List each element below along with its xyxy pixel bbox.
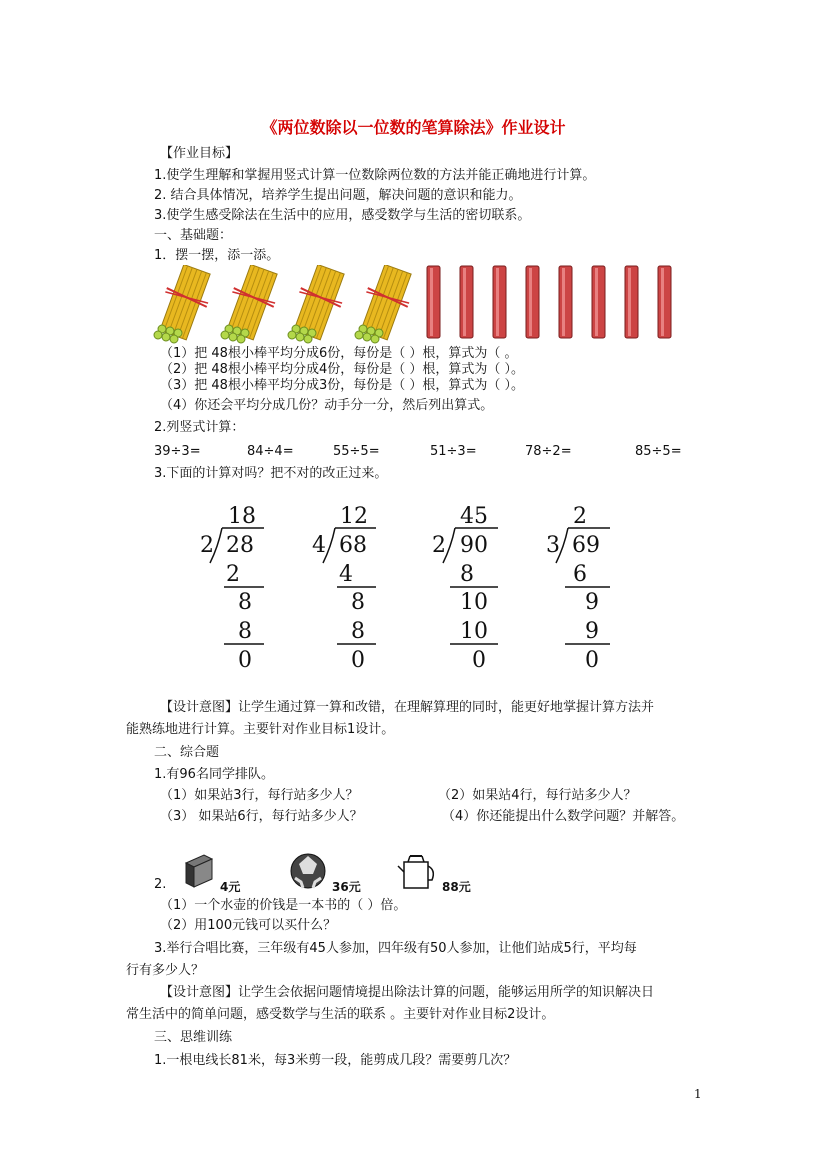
- q1-line-1: （1）把 48根小棒平均分成6份，每份是（ ）根，算式为（ 。: [160, 346, 518, 361]
- long-division-group: [180, 495, 640, 680]
- s2-q1-d: （4）你还能提出什么数学问题？并解答。: [442, 809, 685, 824]
- s2-q3-line-1: 3.举行合唱比赛，三年级有45人参加，四年级有50人参加，让他们站成5行，平均每: [154, 941, 637, 956]
- step: 9: [585, 619, 599, 644]
- section3-heading: 三、思维训练: [154, 1030, 233, 1045]
- goal-item-1: 1.使学生理解和掌握用竖式计算一位数除两位数的方法并能正确地进行计算。: [154, 168, 596, 183]
- s2-q1-a: （1）如果站3行，每行站多少人？: [160, 788, 359, 803]
- stick-bundle-image: [351, 265, 419, 349]
- s2-q1-title: 1.有96名同学排队。: [154, 767, 274, 782]
- q1-line-4: （4）你还会平均分成几份？动手分一分，然后列出算式。: [160, 398, 494, 413]
- section2-heading: 二、综合题: [154, 745, 220, 760]
- goal-item-3: 3.使学生感受除法在生活中的应用，感受数学与生活的密切联系。: [154, 208, 531, 223]
- q1-title: 1．摆一摆，添一添。: [154, 248, 280, 263]
- q3-title: 3.下面的计算对吗？把不对的改正过来。: [154, 466, 388, 481]
- intent-2-line-1: 【设计意图】让学生会依据问题情境提出除法计算的问题，能够运用所学的知识解决日: [160, 985, 655, 1000]
- divisor: 4: [312, 533, 326, 558]
- page-number: 1: [694, 1087, 702, 1101]
- step: 8: [351, 619, 365, 644]
- step: 8: [460, 562, 474, 587]
- stick-bundle-image: [284, 265, 352, 349]
- quotient: 2: [573, 504, 587, 529]
- q2-item: 39÷3=: [154, 444, 201, 459]
- intent-2-line-2: 常生活中的简单问题，感受数学与生活的联系 。主要针对作业目标2设计。: [126, 1007, 555, 1022]
- intent-1-line-2: 能熟练地进行计算。主要针对作业目标1设计。: [126, 722, 395, 737]
- stick-bundle-image: [217, 265, 285, 349]
- s3-q1: 1.一根电线长81米，每3米剪一段，能剪成几段？需要剪几次？: [154, 1053, 517, 1068]
- long-division-1: [200, 504, 264, 673]
- section1-heading: 一、基础题：: [154, 228, 233, 243]
- quotient: 12: [340, 504, 368, 529]
- dividend: 69: [572, 533, 600, 558]
- book-icon: [180, 853, 216, 889]
- step: 0: [585, 648, 599, 673]
- s2-q3-line-2: 行有多少人？: [126, 963, 205, 978]
- q2-item: 84÷4=: [247, 444, 294, 459]
- price-book: 4元: [220, 880, 241, 894]
- s2-q1-c: （3） 如果站6行，每行站多少人？: [160, 809, 363, 824]
- s2-q2-a: （1）一个水壶的价钱是一本书的（ ）倍。: [160, 898, 407, 913]
- step: 0: [472, 648, 486, 673]
- dividend: 90: [460, 533, 488, 558]
- ball-icon: [289, 852, 327, 890]
- step: 0: [351, 648, 365, 673]
- kettle-icon: [396, 852, 438, 892]
- q1-line-3: （3）把 48根小棒平均分成3份，每份是（ ）根，算式为（ ）。: [160, 378, 524, 393]
- quotient: 18: [228, 504, 256, 529]
- step: 8: [351, 590, 365, 615]
- q2-item: 85÷5=: [635, 444, 682, 459]
- page-title: 《两位数除以一位数的笔算除法》作业设计: [261, 118, 566, 137]
- dividend: 68: [339, 533, 367, 558]
- step: 4: [339, 562, 353, 587]
- price-kettle: 88元: [442, 880, 471, 894]
- q2-item: 51÷3=: [430, 444, 477, 459]
- goals-heading: 【作业目标】: [160, 146, 239, 161]
- s2-q1-b: （2）如果站4行，每行站多少人？: [438, 788, 637, 803]
- divisor: 3: [546, 533, 560, 558]
- divisor: 2: [432, 533, 446, 558]
- long-division-2: [312, 504, 376, 673]
- q2-item: 78÷2=: [525, 444, 572, 459]
- single-sticks-image: [425, 264, 685, 342]
- dividend: 28: [226, 533, 254, 558]
- divisor: 2: [200, 533, 214, 558]
- step: 6: [573, 562, 587, 587]
- s2-q2-num: 2.: [154, 877, 167, 892]
- long-division-4: [546, 504, 610, 673]
- step: 2: [226, 562, 240, 587]
- long-division-3: [432, 504, 498, 673]
- s2-q2-b: （2）用100元钱可以买什么？: [160, 918, 337, 933]
- q1-line-2: （2）把 48根小棒平均分成4份，每份是（ ）根，算式为（ ）。: [160, 362, 524, 377]
- step: 8: [238, 590, 252, 615]
- price-ball: 36元: [332, 880, 361, 894]
- quotient: 45: [460, 504, 488, 529]
- step: 10: [460, 619, 488, 644]
- step: 9: [585, 590, 599, 615]
- step: 0: [238, 648, 252, 673]
- goal-item-2: 2. 结合具体情况，培养学生提出问题，解决问题的意识和能力。: [154, 188, 522, 203]
- q2-item: 55÷5=: [333, 444, 380, 459]
- step: 8: [238, 619, 252, 644]
- stick-bundle-image: [150, 265, 218, 349]
- q2-title: 2.列竖式计算：: [154, 420, 245, 435]
- step: 10: [460, 590, 488, 615]
- intent-1-line-1: 【设计意图】让学生通过算一算和改错，在理解算理的同时，能更好地掌握计算方法并: [160, 700, 655, 715]
